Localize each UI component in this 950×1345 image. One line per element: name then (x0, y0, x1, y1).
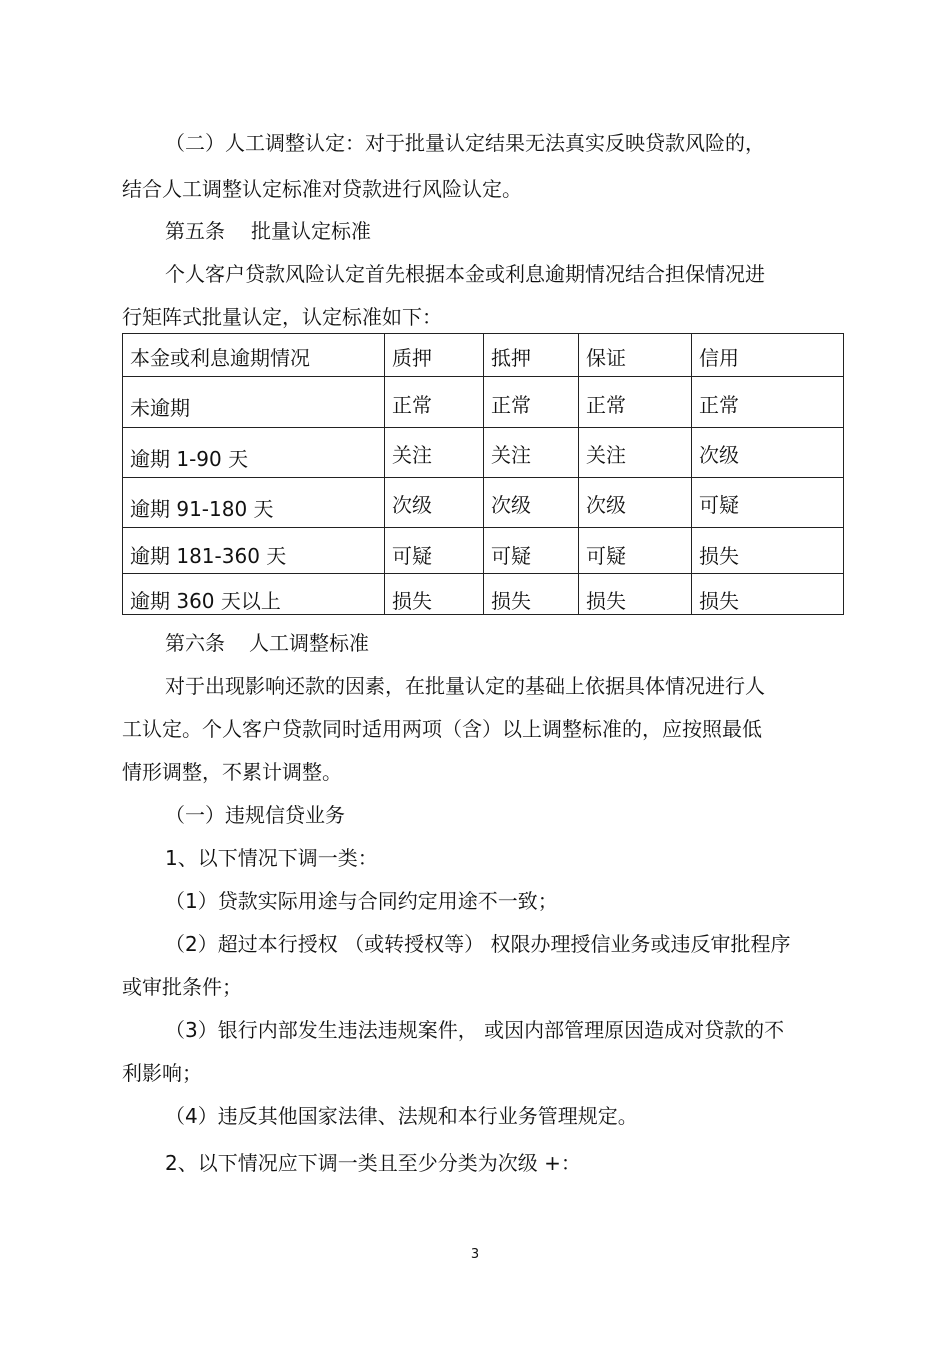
table-row (123, 528, 844, 574)
table-cell: 可疑 (385, 528, 484, 574)
table-cell: 关注 (484, 428, 579, 478)
para-batch-line-2: 行矩阵式批量认定，认定标准如下： (122, 305, 442, 329)
table-cell: 逾期 181-360 天 (123, 528, 385, 574)
table-cell: 关注 (579, 428, 692, 478)
table-cell: 次级 (579, 478, 692, 528)
article-5-heading (165, 218, 371, 244)
table-cell: 次级 (385, 478, 484, 528)
table-row (123, 428, 844, 478)
risk-matrix-table (122, 333, 844, 615)
table-cell: 次级 (484, 478, 579, 528)
article-6-heading (165, 630, 369, 656)
table-cell: 正常 (385, 377, 484, 428)
sub-item-3-line-2: 利影响； (122, 1061, 202, 1085)
article-6-title: 人工调整标准 (249, 631, 369, 655)
sub-item-4: （4）违反其他国家法律、法规和本行业务管理规定。 (165, 1104, 638, 1128)
para-manual-line-1: 对于出现影响还款的因素，在批量认定的基础上依据具体情况进行人 (165, 674, 765, 698)
item-2-heading: 2、以下情况应下调一类且至少分类为次级 +： (165, 1151, 581, 1175)
table-cell: 逾期 1-90 天 (123, 428, 385, 478)
table-header-cell: 保证 (579, 334, 692, 377)
table-header-row (123, 334, 844, 377)
table-cell: 正常 (692, 377, 844, 428)
table-header-cell: 信用 (692, 334, 844, 377)
sub-item-2-line-1: （2）超过本行授权 （或转授权等） 权限办理授信业务或违反审批程序 (165, 932, 791, 956)
table-header-cell: 本金或利息逾期情况 (123, 334, 385, 377)
table-cell: 正常 (579, 377, 692, 428)
table-row (123, 478, 844, 528)
page-number: 3 (470, 1247, 480, 1262)
table-row (123, 377, 844, 428)
table-header-cell: 质押 (385, 334, 484, 377)
table-cell: 损失 (385, 574, 484, 615)
section-1-heading: （一）违规信贷业务 (165, 803, 345, 827)
item-1-heading: 1、以下情况下调一类： (165, 846, 378, 870)
para-adjustment-line-1: （二）人工调整认定：对于批量认定结果无法真实反映贷款风险的， (165, 131, 765, 155)
table-cell: 损失 (484, 574, 579, 615)
table-cell: 正常 (484, 377, 579, 428)
table-cell: 损失 (692, 574, 844, 615)
table-cell: 次级 (692, 428, 844, 478)
para-manual-line-2: 工认定。个人客户贷款同时适用两项（含）以上调整标准的，应按照最低 (122, 717, 762, 741)
table-row (123, 574, 844, 615)
sub-item-3-line-1: （3）银行内部发生违法违规案件， 或因内部管理原因造成对贷款的不 (165, 1018, 785, 1042)
table-cell: 可疑 (692, 478, 844, 528)
table-cell: 损失 (692, 528, 844, 574)
para-manual-line-3: 情形调整，不累计调整。 (122, 760, 342, 784)
article-6-number: 第六条 (165, 631, 225, 655)
table-cell: 关注 (385, 428, 484, 478)
para-batch-line-1: 个人客户贷款风险认定首先根据本金或利息逾期情况结合担保情况进 (165, 262, 765, 286)
table-cell: 可疑 (579, 528, 692, 574)
article-5-title: 批量认定标准 (251, 219, 371, 243)
para-adjustment-line-2: 结合人工调整认定标准对贷款进行风险认定。 (122, 177, 522, 201)
sub-item-2-line-2: 或审批条件； (122, 975, 242, 999)
sub-item-1: （1）贷款实际用途与合同约定用途不一致； (165, 889, 558, 913)
article-5-number: 第五条 (165, 219, 225, 243)
table-cell: 逾期 360 天以上 (123, 574, 385, 615)
table-cell: 逾期 91-180 天 (123, 478, 385, 528)
table-cell: 未逾期 (123, 377, 385, 428)
table-cell: 损失 (579, 574, 692, 615)
table-cell: 可疑 (484, 528, 579, 574)
table-header-cell: 抵押 (484, 334, 579, 377)
